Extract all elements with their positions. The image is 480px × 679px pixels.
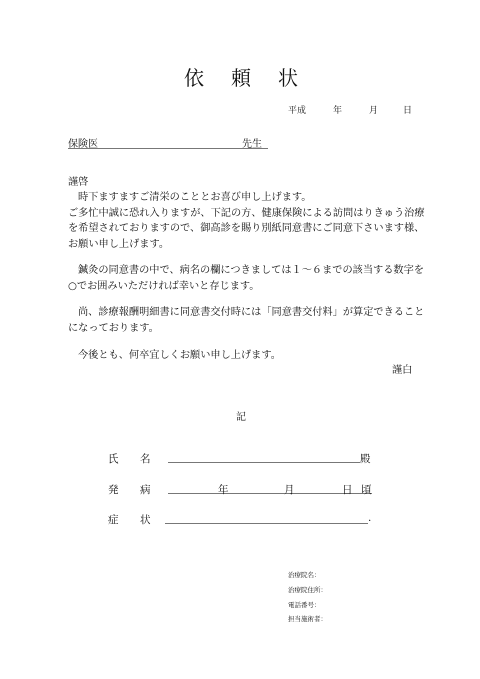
date-day: 日: [403, 106, 413, 116]
date-month: 月: [369, 106, 379, 116]
letter-line: ご多忙中誠に恐れ入りますが、下記の方、健康保険による訪問はりきゅう治療: [68, 207, 425, 219]
onset-suffix: 頃: [361, 484, 372, 496]
symptom-end: .: [368, 512, 372, 524]
name-label: 氏: [108, 453, 119, 465]
letter-line: 今後とも、何卒宜しくお願い申し上げます。: [78, 350, 281, 361]
page-title: [184, 62, 204, 91]
letter-line: 尚、診療報酬明細書に同意書交付時には「同意書交付料」が算定できること: [78, 307, 425, 318]
date-year: 年: [333, 106, 343, 116]
addressee-suffix: 先生: [242, 139, 262, 150]
addressee-prefix: 保険医: [68, 139, 98, 150]
addressee-underline: [68, 148, 268, 149]
letter-line: ○でお囲みいただければ幸いと存じます。: [68, 280, 260, 292]
letter-line: になっております。: [68, 322, 159, 334]
onset-year: 年: [218, 484, 229, 496]
footer-phone: 電話番号：: [288, 601, 321, 609]
footer-clinic-address: 治療院住所：: [288, 586, 327, 594]
onset-month: 月: [284, 484, 295, 496]
title-char: 状: [278, 66, 298, 90]
footer-practitioner: 担当施術者：: [288, 615, 327, 623]
symptom-field[interactable]: [165, 523, 368, 524]
symptom-label: 症: [108, 514, 119, 526]
letter-line: 時下ますますご清栄のこととお喜び申し上げます。: [78, 192, 312, 203]
name-label: 名: [140, 453, 151, 465]
name-suffix: 殿: [360, 453, 371, 465]
notes-heading: 記: [236, 412, 246, 423]
letter-line: 鍼灸の同意書の中で、病名の欄につきましては１～６までの該当する数字を: [78, 265, 424, 276]
letter-line: お願い申し上げます。: [68, 238, 170, 250]
onset-day: 日: [342, 484, 353, 496]
letter-line: を希望されておりますので、御高診を賜り別紙同意書にご同意下さいます様、: [68, 223, 425, 234]
page-title: [231, 62, 251, 91]
footer-clinic-name: 治療院名：: [288, 571, 321, 579]
date-era: 平成: [288, 106, 307, 116]
title-char: 依: [184, 66, 204, 90]
onset-label: 発: [108, 484, 119, 496]
letter-closing: 謹白: [392, 365, 413, 376]
letter-opening: 謹啓: [68, 177, 89, 188]
title-char: 頼: [231, 66, 251, 90]
onset-label: 病: [140, 484, 151, 496]
symptom-label: 状: [140, 514, 151, 526]
page-title: [278, 62, 298, 91]
name-field[interactable]: [168, 462, 360, 463]
